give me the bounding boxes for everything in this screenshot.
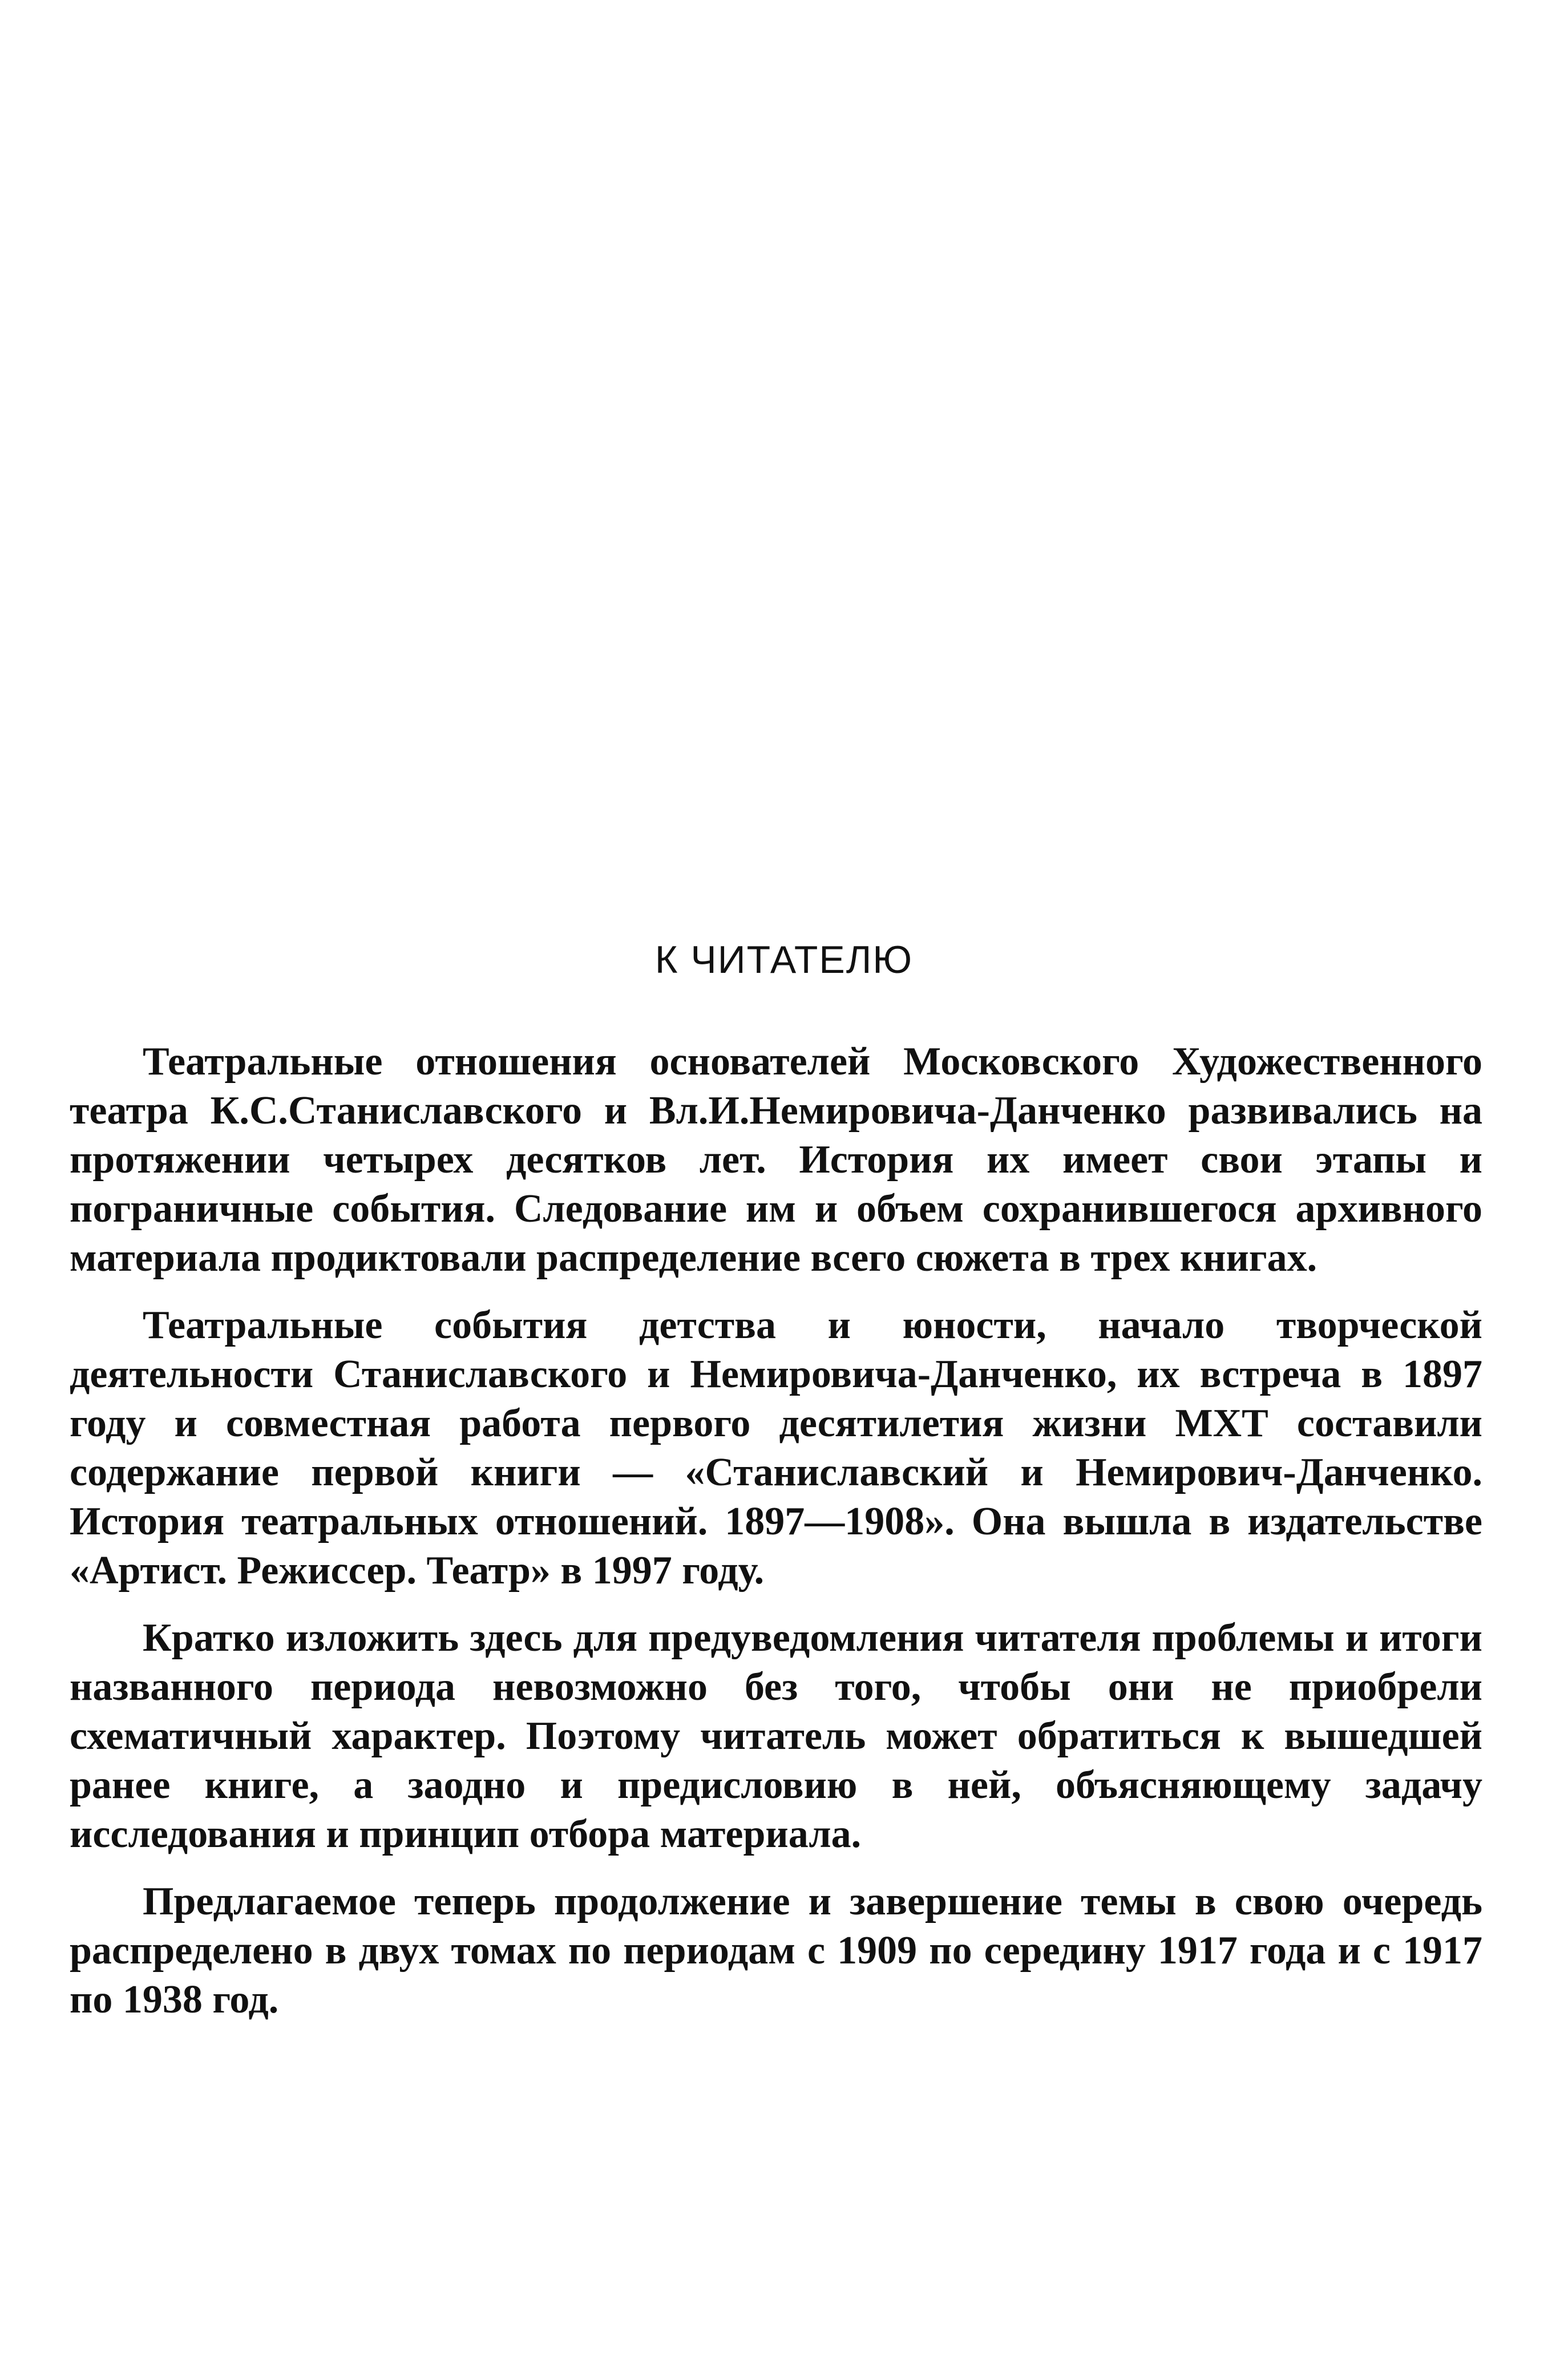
paragraph-3: Кратко изложить здесь для предуведомления читателя проблемы и итоги названного периода невозможно без того, чтобы они не приобрели схематичный характер. Поэтому читатель может обратиться к вышедшей ранее книге, а заодно и предисловию в ней, объясняющему задачу исследования и принцип отбора материала. (70, 1616, 1482, 1856)
paragraph-4: Предлагаемое теперь продолжение и завершение темы в свою очередь распределено в двух томах по периодам с 1909 по середину 1917 года и с 1917 по 1938 год. (70, 1880, 1482, 2022)
body-text (70, 1037, 1482, 2024)
paragraph-1: Театральные отношения основателей Московского Художественного театра К.С.Станиславского и Вл.И.Немировича-Данченко развивались на протяжении четырех десятков лет. История их имеет свои этапы и пограничные события. Следование им и объем сохранившегося архивного материала продиктовали распределение всего сюжета в трех книгах. (70, 1040, 1482, 1280)
page-title: К ЧИТАТЕЛЮ (654, 938, 914, 981)
paragraph-2: Театральные события детства и юности, начало творческой деятельности Станиславского и Немировича-Данченко, их встреча в 1897 году и совместная работа первого десятилетия жизни МХТ составили содержание первой книги — «Станиславский и Немирович-Данченко. История театральных отношений. 1897—1908». Она вышла в издательстве «Артист. Режиссер. Театр» в 1997 году. (70, 1303, 1482, 1593)
